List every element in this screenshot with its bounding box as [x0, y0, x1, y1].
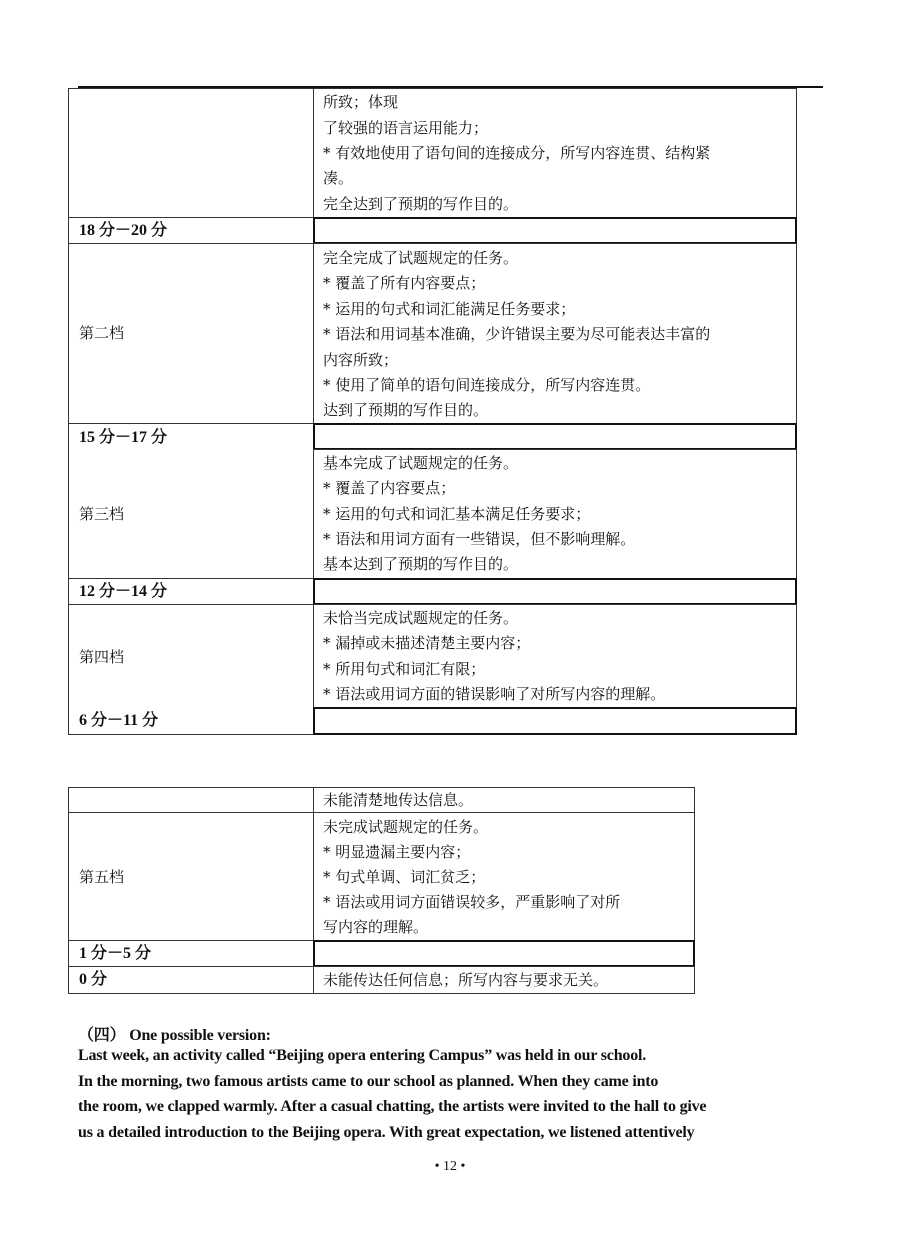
band-label: 第四档	[79, 648, 125, 666]
text-line: * 使用了简单的语句间连接成分，所写内容连贯。	[323, 376, 651, 394]
score-cell	[68, 217, 314, 244]
text-line: 未能传达任何信息；所写内容与要求无关。	[323, 971, 609, 989]
band-label: 第二档	[79, 324, 125, 342]
score-cell	[68, 966, 314, 994]
score-cell	[68, 578, 314, 605]
text-line: 了较强的语言运用能力；	[323, 119, 489, 137]
empty-cell	[313, 423, 797, 450]
essay-line: the room, we clapped warmly. After a casual chatting, the artists were invited to the hall to give	[78, 1098, 707, 1115]
score-range: 6 分－11 分	[79, 712, 159, 729]
text-line: 内容所致；	[323, 351, 399, 369]
text-line: * 句式单调、词汇贫乏；	[323, 868, 486, 886]
essay-line: us a detailed introduction to the Beijing opera. With great expectation, we listened attentively	[78, 1124, 695, 1141]
table-cell	[313, 966, 695, 994]
essay-line: Last week, an activity called “Beijing opera entering Campus” was held in our school.	[78, 1047, 647, 1064]
score-range: 1 分－5 分	[79, 945, 152, 962]
text-line: 写内容的理解。	[323, 918, 429, 936]
empty-cell	[313, 217, 797, 244]
band-description-cell	[313, 243, 797, 424]
score-range: 15 分－17 分	[79, 429, 168, 446]
text-line: * 运用的句式和词汇基本满足任务要求；	[323, 505, 591, 523]
band-description-cell	[313, 449, 797, 579]
text-line: 完全完成了试题规定的任务。	[323, 249, 519, 267]
text-line: 凑。	[323, 169, 354, 187]
text-line: 完全达到了预期的写作目的。	[323, 195, 519, 213]
band-label-cell	[68, 423, 314, 579]
score-range: 0 分	[79, 971, 108, 988]
score-range: 12 分－14 分	[79, 583, 168, 600]
empty-cell	[313, 940, 695, 967]
band-label: 第五档	[79, 868, 125, 886]
text-line: * 语法和用词基本准确，少许错误主要为尽可能表达丰富的	[323, 325, 711, 343]
band-label-cell	[68, 243, 314, 424]
text-line: 未完成试题规定的任务。	[323, 818, 489, 836]
band-label-cell	[68, 604, 314, 735]
text-line: * 有效地使用了语句间的连接成分，所写内容连贯、结构紧	[323, 144, 711, 162]
text-line: 所致；体现	[323, 93, 399, 111]
score-range: 18 分－20 分	[79, 222, 168, 239]
text-line: * 覆盖了所有内容要点；	[323, 274, 486, 292]
text-line: * 漏掉或未描述清楚主要内容；	[323, 634, 531, 652]
table-cell	[68, 787, 314, 813]
text-line: * 语法或用词方面的错误影响了对所写内容的理解。	[323, 685, 666, 703]
empty-cell	[313, 707, 797, 735]
text-line: * 明显遗漏主要内容；	[323, 843, 471, 861]
text-line: 基本完成了试题规定的任务。	[323, 454, 519, 472]
band-label: 第三档	[79, 505, 125, 523]
text-line: * 覆盖了内容要点；	[323, 479, 456, 497]
text-line: * 语法或用词方面错误较多，严重影响了对所	[323, 893, 621, 911]
table-cell	[313, 787, 695, 813]
text-line: 基本达到了预期的写作目的。	[323, 555, 519, 573]
empty-cell	[313, 578, 797, 605]
essay-heading: （四） One possible version:	[78, 1027, 271, 1044]
text-line: * 运用的句式和词汇能满足任务要求；	[323, 300, 576, 318]
text-line: 未恰当完成试题规定的任务。	[323, 609, 519, 627]
table-cell	[68, 88, 314, 218]
text-line: * 语法和用词方面有一些错误，但不影响理解。	[323, 530, 636, 548]
band-description-cell	[313, 604, 797, 708]
band-label-cell	[68, 812, 314, 941]
text-line: 达到了预期的写作目的。	[323, 401, 489, 419]
band-description-cell	[313, 812, 695, 941]
text-line: 未能清楚地传达信息。	[323, 791, 474, 809]
score-cell	[68, 940, 314, 967]
table-cell	[313, 88, 797, 218]
page-number: • 12 •	[434, 1159, 466, 1174]
essay-line: In the morning, two famous artists came to our school as planned. When they came into	[78, 1073, 659, 1090]
text-line: * 所用句式和词汇有限；	[323, 660, 486, 678]
